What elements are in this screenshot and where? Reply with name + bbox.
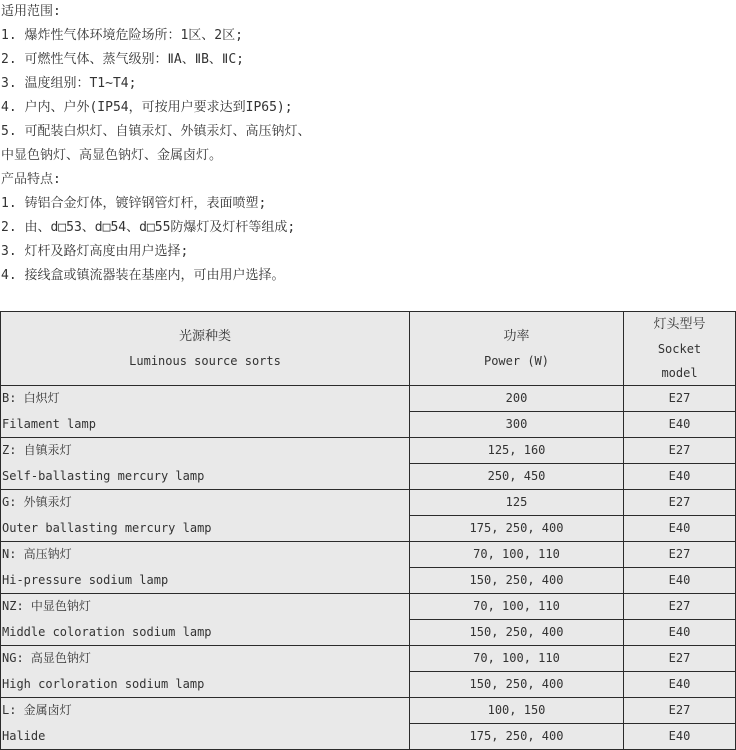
table-row — [1, 698, 736, 724]
scope-heading: 适用范围: — [1, 4, 61, 19]
table-row — [1, 620, 736, 646]
power-cell: 150, 250, 400 — [410, 620, 624, 646]
power-cell: 150, 250, 400 — [410, 568, 624, 594]
power-cell: 150, 250, 400 — [410, 672, 624, 698]
feature-item-4: 4. 接线盒或镇流器装在基座内，可由用户选择。 — [1, 268, 285, 283]
power-cell: 200 — [410, 386, 624, 412]
lamp-type-zh: G: 外镇汞灯 — [1, 490, 410, 516]
power-cell: 70, 100, 110 — [410, 594, 624, 620]
lamp-type-zh: B: 白炽灯 — [1, 386, 410, 412]
table-body — [1, 386, 736, 750]
power-cell: 175, 250, 400 — [410, 516, 624, 542]
table-row — [1, 386, 736, 412]
header-power-en: Power (W) — [483, 353, 550, 368]
table-row — [1, 724, 736, 750]
scope-item-3: 3. 温度组别：T1~T4; — [1, 76, 137, 91]
socket-cell: E40 — [624, 724, 736, 750]
lamp-type-en: Self-ballasting mercury lamp — [1, 464, 410, 490]
header-socket-zh: 灯头型号 — [653, 316, 706, 332]
power-cell: 70, 100, 110 — [410, 646, 624, 672]
socket-cell: E27 — [624, 594, 736, 620]
lamp-type-en: Filament lamp — [1, 412, 410, 438]
power-cell: 175, 250, 400 — [410, 724, 624, 750]
socket-cell: E27 — [624, 646, 736, 672]
socket-cell: E40 — [624, 620, 736, 646]
header-socket — [624, 312, 736, 386]
lamp-type-zh: NG: 高显色钠灯 — [1, 646, 410, 672]
scope-item-2: 2. 可燃性气体、蒸气级别：ⅡA、ⅡB、ⅡC; — [1, 52, 244, 67]
scope-item-5-cont: 中显色钠灯、高显色钠灯、金属卤灯。 — [1, 148, 223, 163]
feature-item-1: 1. 铸铝合金灯体，镀锌钢管灯杆，表面喷塑; — [1, 196, 267, 211]
lamp-type-zh: Z: 自镇汞灯 — [1, 438, 410, 464]
intro-text — [0, 0, 736, 288]
lamp-type-zh: L: 金属卤灯 — [1, 698, 410, 724]
header-power — [410, 312, 624, 386]
features-heading: 产品特点: — [1, 172, 61, 187]
power-cell: 250, 450 — [410, 464, 624, 490]
table-row — [1, 568, 736, 594]
lamp-type-en: Middle coloration sodium lamp — [1, 620, 410, 646]
table-row — [1, 542, 736, 568]
socket-cell: E27 — [624, 698, 736, 724]
table-row — [1, 438, 736, 464]
table-row — [1, 646, 736, 672]
scope-item-4: 4. 户内、户外(IP54，可按用户要求达到IP65); — [1, 100, 293, 115]
socket-cell: E27 — [624, 386, 736, 412]
lamp-type-zh: NZ: 中显色钠灯 — [1, 594, 410, 620]
lamp-type-zh: N: 高压钠灯 — [1, 542, 410, 568]
socket-cell: E40 — [624, 516, 736, 542]
header-source-zh: 光源种类 — [178, 328, 231, 344]
feature-item-3: 3. 灯杆及路灯高度由用户选择; — [1, 244, 189, 259]
lamp-type-en: Hi-pressure sodium lamp — [1, 568, 410, 594]
socket-cell: E27 — [624, 542, 736, 568]
power-cell: 125, 160 — [410, 438, 624, 464]
power-cell: 125 — [410, 490, 624, 516]
power-cell: 70, 100, 110 — [410, 542, 624, 568]
header-source — [1, 312, 410, 386]
table-row — [1, 490, 736, 516]
table-header-row — [1, 312, 736, 386]
socket-cell: E40 — [624, 568, 736, 594]
table-row — [1, 516, 736, 542]
header-source-en: Luminous source sorts — [129, 353, 281, 368]
socket-cell: E40 — [624, 672, 736, 698]
table-row — [1, 594, 736, 620]
socket-cell: E40 — [624, 464, 736, 490]
header-socket-en2: model — [661, 365, 698, 380]
table-row — [1, 672, 736, 698]
socket-cell: E27 — [624, 438, 736, 464]
lamp-type-en: Halide — [1, 724, 410, 750]
header-socket-en1: Socket — [657, 341, 702, 356]
table-row — [1, 464, 736, 490]
spec-table — [0, 311, 736, 750]
feature-item-2: 2. 由、d□53、d□54、d□55防爆灯及灯杆等组成; — [1, 220, 296, 235]
scope-item-1: 1. 爆炸性气体环境危险场所：1区、2区; — [1, 28, 243, 43]
socket-cell: E27 — [624, 490, 736, 516]
table-row — [1, 412, 736, 438]
power-cell: 100, 150 — [410, 698, 624, 724]
power-cell: 300 — [410, 412, 624, 438]
header-power-zh: 功率 — [503, 328, 530, 344]
lamp-type-en: High corloration sodium lamp — [1, 672, 410, 698]
scope-item-5: 5. 可配装白炽灯、自镇汞灯、外镇汞灯、高压钠灯、 — [1, 124, 311, 139]
lamp-type-en: Outer ballasting mercury lamp — [1, 516, 410, 542]
socket-cell: E40 — [624, 412, 736, 438]
